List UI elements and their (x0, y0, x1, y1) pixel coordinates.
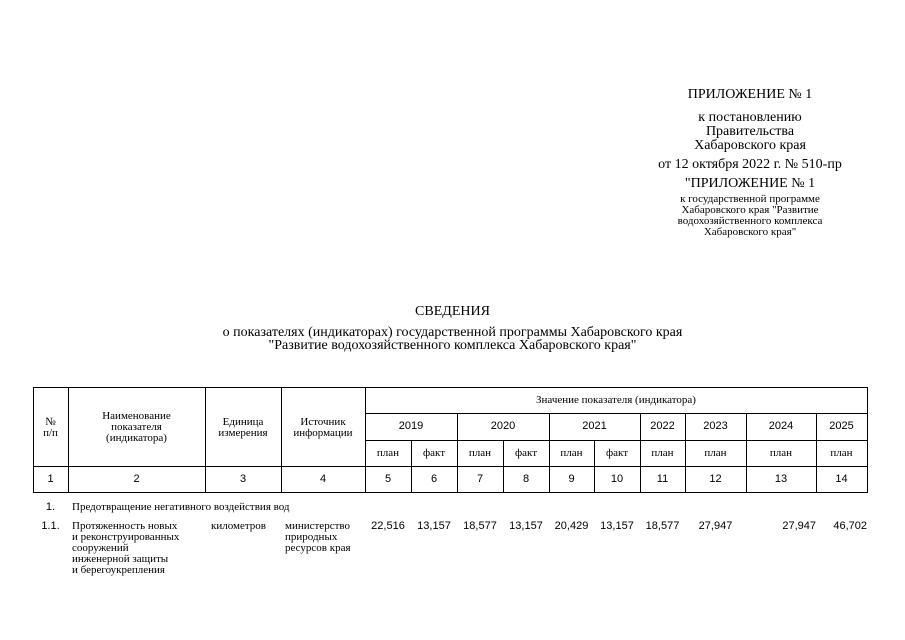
header-name-line-1: Наименование (102, 410, 171, 422)
sub-header-fact: факт (514, 447, 538, 459)
year-2019: 2019 (398, 420, 424, 432)
year-2022: 2022 (650, 420, 675, 432)
value-2021-plan: 20,429 (554, 520, 589, 532)
header-unit (205, 417, 281, 439)
sub-header-plan: план (651, 447, 674, 459)
row-name-line-1: Протяженность новых (72, 520, 178, 532)
year-2024: 2024 (768, 420, 794, 432)
appendix-block (600, 88, 900, 238)
sub-header-plan: план (560, 447, 583, 459)
column-number: 9 (568, 473, 575, 485)
year-2020: 2020 (490, 420, 516, 432)
section-number: 1. (45, 501, 56, 513)
table-line-value-header (365, 413, 868, 414)
header-source (281, 417, 365, 439)
table-line-year-header (365, 440, 868, 441)
appendix-program-line-1: к государственной программе (680, 193, 820, 205)
sub-header-fact: факт (605, 447, 629, 459)
value-2020-fact: 13,157 (509, 520, 543, 532)
sub-header-plan: план (468, 447, 492, 459)
appendix-to-resolution: к постановлению (698, 110, 802, 125)
header-indicator-value: Значение показателя (индикатора) (536, 394, 696, 406)
column-number: 3 (239, 473, 247, 485)
column-number: 14 (835, 473, 848, 485)
row-source-line-1: министерство (285, 520, 351, 532)
column-number: 11 (656, 473, 669, 485)
year-2021: 2021 (582, 420, 607, 432)
value-2024-plan: 27,947 (782, 520, 816, 532)
row-name-line-5: и берегоукрепления (72, 564, 165, 576)
year-2025: 2025 (829, 420, 854, 432)
table-border-right (867, 387, 868, 493)
document-subtitle-line-1: о показателях (индикаторах) государственной программы Хабаровского края (222, 325, 683, 340)
value-2023-plan: 27,947 (698, 520, 733, 532)
table-line-col-numbers-bottom (33, 492, 868, 493)
value-2020-plan: 18,577 (463, 520, 497, 532)
appendix-date-number: от 12 октября 2022 г. № 510-пр (658, 157, 842, 172)
row-name-line-3: сооружений (72, 542, 129, 554)
column-number: 8 (522, 473, 530, 485)
column-number: 6 (430, 473, 438, 485)
column-number: 10 (610, 473, 624, 485)
header-source-line-2: информации (293, 427, 353, 439)
header-number-line-2: п/п (43, 427, 58, 439)
appendix-title-2: "ПРИЛОЖЕНИЕ № 1 (684, 176, 816, 191)
value-2021-fact: 13,157 (600, 520, 634, 532)
column-number: 2 (133, 473, 140, 485)
column-number: 1 (47, 473, 54, 485)
row-source-line-3: ресурсов края (285, 542, 351, 554)
document-title: СВЕДЕНИЯ (415, 304, 490, 319)
sub-header-fact: факт (422, 447, 446, 459)
row-number: 1.1. (41, 520, 60, 532)
value-2022-plan: 18,577 (645, 520, 680, 532)
header-name-line-3: (индикатора) (106, 432, 167, 444)
column-number: 7 (476, 473, 484, 485)
sub-header-plan: план (376, 447, 400, 459)
row-name-line-2: и реконструированных (72, 531, 180, 543)
header-number-line-1: № (45, 416, 56, 428)
sub-header-plan: план (769, 447, 793, 459)
column-number: 5 (384, 473, 392, 485)
value-2025-plan: 46,702 (833, 520, 867, 532)
appendix-program-line-4: Хабаровского края" (703, 226, 797, 238)
header-indicator-name (68, 411, 205, 444)
header-number (33, 417, 68, 439)
row-source (285, 521, 365, 554)
appendix-program-line-3: водохозяйственного комплекса (677, 215, 823, 227)
header-source-line-1: Источник (300, 416, 346, 428)
section-title: Предотвращение негативного воздействия вод (72, 501, 290, 513)
column-number: 4 (319, 473, 327, 485)
header-name-line-2: показателя (111, 421, 162, 433)
year-2023: 2023 (703, 420, 728, 432)
value-2019-fact: 13,157 (417, 520, 451, 532)
column-number: 12 (709, 473, 722, 485)
table-border-top (33, 387, 868, 388)
appendix-government: Правительства (705, 124, 795, 139)
row-source-line-2: природных (285, 531, 338, 543)
row-indicator-name (72, 521, 205, 576)
appendix-title: ПРИЛОЖЕНИЕ № 1 (687, 87, 813, 102)
table-line-header-bottom (33, 466, 868, 467)
appendix-region: Хабаровского края (694, 138, 806, 153)
appendix-program-line-2: Хабаровского края "Развитие (681, 204, 819, 216)
sub-header-plan: план (830, 447, 853, 459)
document-subtitle-line-2: "Развитие водохозяйственного комплекса Хабаровского края" (268, 338, 637, 353)
value-2019-plan: 22,516 (371, 520, 405, 532)
column-number: 13 (774, 473, 788, 485)
header-unit-line-1: Единица (222, 416, 264, 428)
row-name-line-4: инженерной защиты (72, 553, 169, 565)
sub-header-plan: план (704, 447, 727, 459)
header-unit-line-2: измерения (218, 427, 268, 439)
row-unit: километров (211, 520, 266, 532)
